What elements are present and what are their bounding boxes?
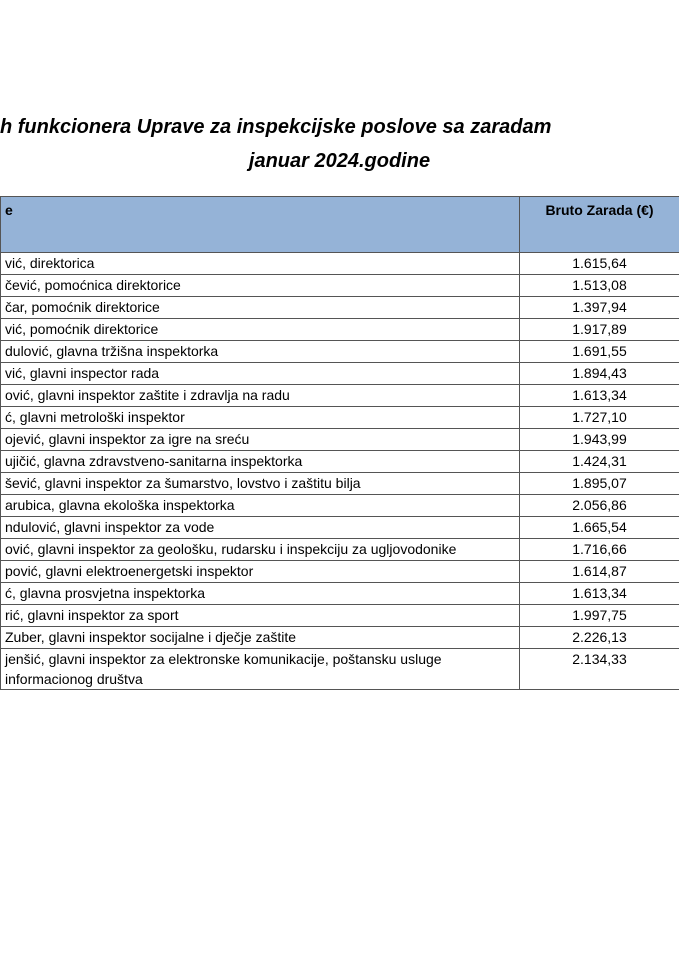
official-name-position: šević, glavni inspektor za šumarstvo, lovstvo i zaštitu bilja: [1, 473, 520, 495]
table-row: [1, 627, 679, 649]
official-name-position: vić, glavni inspector rada: [1, 363, 520, 385]
header-name: e: [1, 197, 520, 253]
table-header-row: [1, 197, 679, 253]
official-name-position: ć, glavni metrološki inspektor: [1, 407, 520, 429]
table-row: [1, 583, 679, 605]
gross-salary: 1.943,99: [520, 429, 679, 451]
gross-salary: 1.615,64: [520, 253, 679, 275]
table-row: [1, 297, 679, 319]
gross-salary: 1.424,31: [520, 451, 679, 473]
gross-salary: 2.226,13: [520, 627, 679, 649]
gross-salary: 1.613,34: [520, 583, 679, 605]
official-name-position: jenšić, glavni inspektor za elektronske komunikacije, poštansku usluge informacionog društva: [1, 649, 520, 690]
gross-salary: 2.134,33: [520, 649, 679, 690]
gross-salary: 1.691,55: [520, 341, 679, 363]
table-row: [1, 473, 679, 495]
gross-salary: 1.397,94: [520, 297, 679, 319]
gross-salary: 1.716,66: [520, 539, 679, 561]
official-name-position: ović, glavni inspektor za geološku, rudarsku i inspekciju za ugljovodonike: [1, 539, 520, 561]
official-name-position: rić, glavni inspektor za sport: [1, 605, 520, 627]
official-name-position: čević, pomoćnica direktorice: [1, 275, 520, 297]
header-gross-salary: Bruto Zarada (€): [520, 197, 679, 253]
gross-salary: 1.665,54: [520, 517, 679, 539]
official-name-position: pović, glavni elektroenergetski inspektor: [1, 561, 520, 583]
gross-salary: 1.727,10: [520, 407, 679, 429]
official-name-position: čar, pomoćnik direktorice: [1, 297, 520, 319]
official-name-position: ojević, glavni inspektor za igre na sreću: [1, 429, 520, 451]
gross-salary: 1.894,43: [520, 363, 679, 385]
table-row: [1, 451, 679, 473]
official-name-position: ović, glavni inspektor zaštite i zdravlja na radu: [1, 385, 520, 407]
gross-salary: 1.895,07: [520, 473, 679, 495]
official-name-position: vić, pomoćnik direktorice: [1, 319, 520, 341]
document-title-line-2: januar 2024.godine: [248, 150, 431, 172]
table-row: [1, 517, 679, 539]
table-row: [1, 561, 679, 583]
gross-salary: 1.614,87: [520, 561, 679, 583]
table-row: [1, 253, 679, 275]
salary-table: [0, 196, 679, 690]
official-name-position: ujičić, glavna zdravstveno-sanitarna inspektorka: [1, 451, 520, 473]
table-row: [1, 429, 679, 451]
table-row: [1, 649, 679, 690]
gross-salary: 1.613,34: [520, 385, 679, 407]
table-row: [1, 319, 679, 341]
official-name-position: ć, glavna prosvjetna inspektorka: [1, 583, 520, 605]
table-row: [1, 495, 679, 517]
gross-salary: 1.917,89: [520, 319, 679, 341]
document-title-line-1: h funkcionera Uprave za inspekcijske poslove sa zaradam: [0, 116, 552, 138]
official-name-position: arubica, glavna ekološka inspektorka: [1, 495, 520, 517]
table-row: [1, 341, 679, 363]
gross-salary: 2.056,86: [520, 495, 679, 517]
table-row: [1, 539, 679, 561]
official-name-position: vić, direktorica: [1, 253, 520, 275]
official-name-position: ndulović, glavni inspektor za vode: [1, 517, 520, 539]
table-row: [1, 363, 679, 385]
table-row: [1, 605, 679, 627]
table-row: [1, 385, 679, 407]
table-row: [1, 275, 679, 297]
official-name-position: dulović, glavna tržišna inspektorka: [1, 341, 520, 363]
gross-salary: 1.513,08: [520, 275, 679, 297]
gross-salary: 1.997,75: [520, 605, 679, 627]
table-row: [1, 407, 679, 429]
official-name-position: Zuber, glavni inspektor socijalne i dječje zaštite: [1, 627, 520, 649]
